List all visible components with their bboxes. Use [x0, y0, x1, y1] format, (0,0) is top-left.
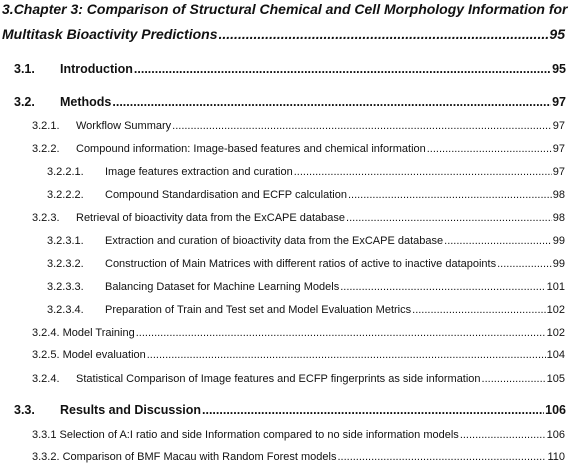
section-title: Compound Standardisation and ECFP calculation: [105, 189, 347, 201]
leader-dots: [444, 235, 552, 247]
toc-entry-extraction-curation[interactable]: [0, 235, 569, 247]
section-number: 3.2.1.: [32, 120, 60, 132]
section-number: 3.3.: [14, 403, 35, 417]
toc-entry-main-matrices[interactable]: [0, 258, 569, 270]
chapter-heading-line2[interactable]: [2, 26, 565, 42]
leader-dots: [497, 258, 552, 270]
toc-entry-ai-ratio-selection[interactable]: [0, 429, 569, 441]
section-number: 3.2.4.: [32, 373, 60, 385]
leader-dots: [337, 451, 546, 463]
section-number: 3.2.3.1.: [47, 235, 84, 247]
section-number: 3.2.2.1.: [47, 166, 84, 178]
leader-dots: [340, 281, 545, 293]
section-title: Construction of Main Matrices with different ratios of active to inactive datapoints: [105, 258, 497, 270]
section-number: 3.2.3.4.: [47, 304, 84, 316]
section-title: Image features extraction and curation: [105, 166, 293, 178]
chapter-number: 3.: [2, 1, 14, 17]
toc-entry-statistical-comparison[interactable]: [0, 373, 569, 385]
toc-entry-balancing-dataset[interactable]: [0, 281, 569, 293]
toc-entry-train-test-preparation[interactable]: [0, 304, 569, 316]
toc-entry-introduction[interactable]: [0, 62, 569, 76]
page-number: 99: [552, 235, 565, 247]
toc-entry-compound-standardisation[interactable]: [0, 189, 569, 201]
page-number: 95: [552, 62, 566, 76]
leader-dots: [136, 327, 546, 339]
leader-dots: [112, 95, 551, 109]
section-number: 3.2.3.: [32, 212, 60, 224]
leader-dots: [147, 349, 546, 361]
leader-dots: [427, 143, 552, 155]
toc-entry-retrieval-bioactivity[interactable]: [0, 212, 569, 224]
section-title: Retrieval of bioactivity data from the ExCAPE database: [76, 212, 346, 224]
section-title: Introduction: [60, 62, 133, 76]
page-number: 101: [546, 281, 565, 293]
page-number: 106: [546, 429, 565, 441]
leader-dots: [134, 62, 551, 76]
page-number: 98: [552, 189, 565, 201]
section-number: 3.2.2.: [32, 143, 60, 155]
page-number: 97: [552, 166, 565, 178]
section-title: Methods: [60, 95, 112, 109]
page-number: 104: [546, 349, 565, 361]
section-title: 3.3.2. Comparison of BMF Macau with Random Forest models: [32, 451, 337, 463]
leader-dots: [202, 403, 544, 417]
page-number: 105: [546, 373, 565, 385]
section-title: 3.3.1 Selection of A:I ratio and side Information compared to no side information models: [32, 429, 459, 441]
page-number: 110: [547, 451, 565, 463]
page-number: 97: [552, 95, 566, 109]
page-number: 102: [546, 327, 565, 339]
leader-dots: [348, 189, 552, 201]
leader-dots: [294, 166, 552, 178]
section-number: 3.2.3.2.: [47, 258, 84, 270]
section-number: 3.1.: [14, 62, 35, 76]
leader-dots: [412, 304, 546, 316]
section-title: Results and Discussion: [60, 403, 202, 417]
chapter-title-line2: Multitask Bioactivity Predictions: [2, 26, 218, 42]
leader-dots: [346, 212, 552, 224]
leader-dots: [219, 26, 549, 42]
page-number: 97: [552, 143, 565, 155]
section-title: 3.2.4. Model Training: [32, 327, 135, 339]
chapter-title-line1: Chapter 3: Comparison of Structural Chemical and Cell Morphology Information for: [13, 1, 568, 17]
section-number: 3.2.3.3.: [47, 281, 84, 293]
toc-entry-model-training[interactable]: [0, 327, 569, 339]
section-title: Balancing Dataset for Machine Learning Models: [105, 281, 340, 293]
page-number: 99: [552, 258, 565, 270]
section-title: 3.2.5. Model evaluation: [32, 349, 146, 361]
page-number: 95: [549, 26, 565, 42]
leader-dots: [460, 429, 546, 441]
toc-entry-bmf-macau-comparison[interactable]: [0, 451, 569, 463]
chapter-heading-line1[interactable]: [2, 1, 568, 17]
toc-entry-results-discussion[interactable]: [0, 403, 569, 417]
section-number: 3.2.2.2.: [47, 189, 84, 201]
page-number: 102: [546, 304, 565, 316]
section-title: Extraction and curation of bioactivity data from the ExCAPE database: [105, 235, 444, 247]
toc-entry-model-evaluation[interactable]: [0, 349, 569, 361]
page-number: 106: [545, 403, 566, 417]
toc-entry-compound-information[interactable]: [0, 143, 569, 155]
leader-dots: [482, 373, 546, 385]
leader-dots: [172, 120, 552, 132]
section-title: Compound information: Image-based features and chemical information: [76, 143, 426, 155]
section-title: Workflow Summary: [76, 120, 172, 132]
page-number: 97: [552, 120, 565, 132]
section-number: 3.2.: [14, 95, 35, 109]
toc-entry-workflow-summary[interactable]: [0, 120, 569, 132]
toc-entry-methods[interactable]: [0, 95, 569, 109]
section-title: Preparation of Train and Test set and Model Evaluation Metrics: [105, 304, 412, 316]
section-title: Statistical Comparison of Image features and ECFP fingerprints as side information: [76, 373, 481, 385]
page-number: 98: [552, 212, 565, 224]
toc-entry-image-features[interactable]: [0, 166, 569, 178]
